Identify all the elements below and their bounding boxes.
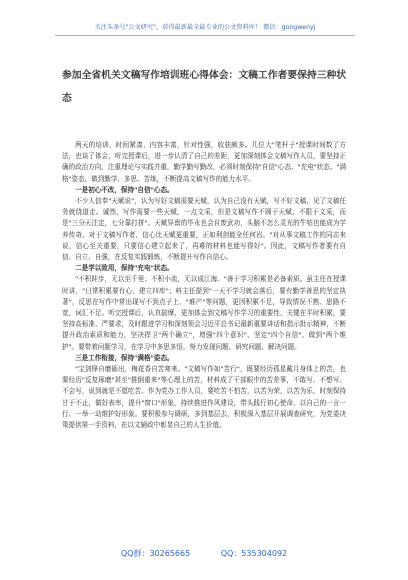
section-heading: 一是初心不改，保持"自信"心态。 [75,185,174,194]
paragraph: "不积跬步，无以至千里；不积小流，无以成江海。"善于学习积累是必备素质。虽主任在授课时讲，"日常积累要有心，建立四库"；料主任提到"一天不学习就会落后，要有勤学善思的坚定执著"，反思在写作中常出现写不到点子上、"难产"等问题，更因积累不足，导致情况不熟、思路不宽，词汇不足。听完授课后，认真揣摩，更加体会到文稿写作学习的重要性，关键在平时积累，要坚持高标准、严要求，及时跟进学习和深刻领会习近平总书记最新重要讲话和指示批示精神，不断提升政治素质和能力，坚决捍卫"两个确立"，增强"四个意识"、坚定"四个自信"、做到"两个维护"。要带着问题学习，在学习中多思多悟，努力发现问题、研究问题、解决问题。 [62,275,346,351]
section-heading: 三是工作衔接，保持"满格"姿态。 [75,353,174,362]
header-divider [55,35,355,36]
section-heading: 二是学以致用，保持"充电"状态。 [75,264,174,273]
document-body [62,140,346,431]
footer [0,548,408,559]
paragraph: "宝剑锋自磨砺出，梅花香自苦寒来。"文稿写作如"苦行"，既要经历孤星戴月身体上的苦，也要经历"反复琢磨"甚至"推倒重来"等心理上的苦，材料成了干部眼中的苦差事，不敢写、不想写、不会写，说到就是不愿吃苦。作为党办工作人员，要吃苦不怕苦，以苦为荣，以苦为乐，时刻保持甘于不止，做好表率，提升"窗口"形象，持续推进作风建设，带头践行初心使命，以自己的一言一行、一举一动维护好形象。要积极参与调研，多到基层去，积极深入基层开展调查研究，为党委决策提供第一手资料，在以文辅政中彰显自己的人生价值。 [62,365,346,430]
header-banner [55,22,355,31]
paragraph: 不少人信奉"天赋说"，认为写好文稿需要天赋，认为自己没有天赋，写不好文稿，见了文稿任务就绕道走。诚然，写作需要一些天赋，一点文采，但是文稿写作不圆于天赋、不限于文采，而是"三分天注定，七分靠打拼"。天赋异禀的毕永也会自废武功，头脑不怎么灵光的牛牯也能成为学养传奇。对于文稿写作者，信心比天赋更重要，正如利剑能全任何岩。"对从事文稿工作的同志来说，信心至关重要，只要信心建立起来了，再难的材料也能写得好"。因此，文稿写作者要有自信、自立、自强，在反复实践锻炼，不断提升写作自信心。 [62,197,346,262]
footer-qq-contact: QQ：535304092 [220,549,288,558]
page-title: 参加全省机关文稿写作培训班心得体会：文稿工作者要保持三种状态 [62,70,347,104]
paragraph: 两天的培训，时间紧凑、内容丰富，针对性强，收获颇多。几位大"笔杆子"授课时间数了方法，也谈了体会，听完授课后，进一步认清了自己的差距，更加深刻体会文稿写作人员，要坚持正确的政治方向，注重理论与实践并重，勤学勤写勤改，必须时刻保持"自信"心态、"充电"状态、"满格"姿态，做到勤学、多思、苦练，不断提高文稿写作的能力水平。 [62,141,346,183]
footer-qq-group: QQ群：30265665 [120,549,191,558]
header-text: 关注头条号"公文研究"，获得最新最全最专业的公文资料库！ 微信：gongwenyj [94,24,316,31]
